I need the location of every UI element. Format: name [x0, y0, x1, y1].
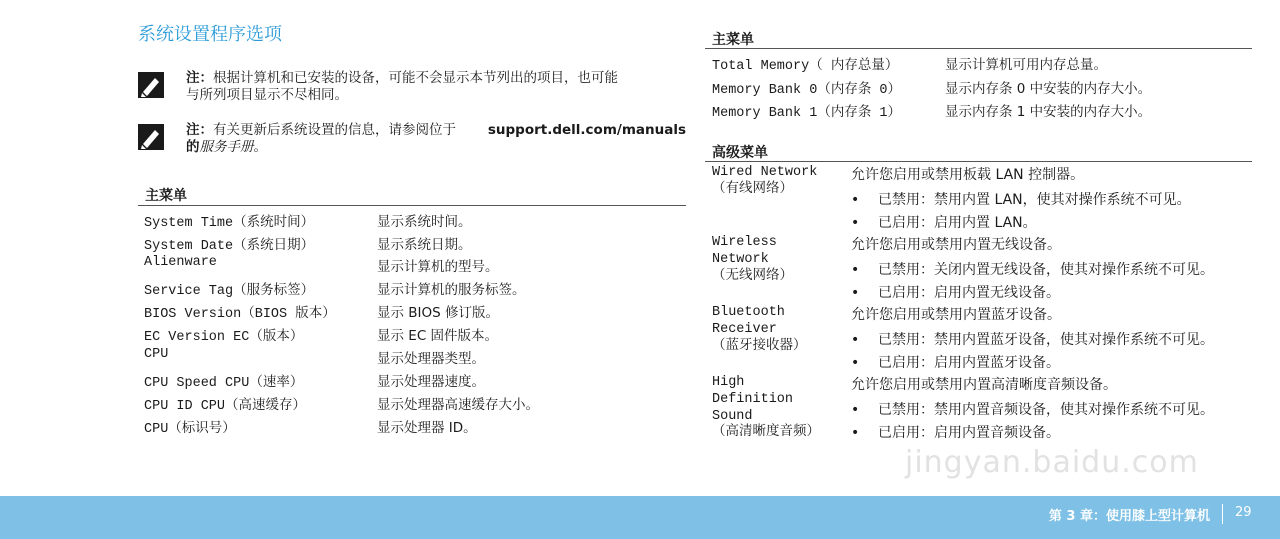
advanced-label-line: Definition	[712, 391, 794, 407]
row-label: System Time（系统时间）	[144, 216, 315, 231]
right-heading-rule	[705, 48, 1252, 49]
bullet-dot: •	[851, 285, 860, 301]
advanced-label-line: Sound	[712, 408, 753, 424]
bullet-item	[851, 399, 1214, 419]
table-row	[144, 347, 686, 367]
table-row	[712, 100, 1252, 120]
advanced-item-label	[712, 165, 817, 199]
row-value: 显示处理器 ID。	[377, 420, 477, 436]
row-value: 显示 BIOS 修订版。	[377, 305, 500, 321]
row-value: 显示处理器速度。	[377, 374, 485, 390]
advanced-item-description: 允许您启用或禁用内置蓝牙设备。	[851, 307, 1061, 323]
bullet-item	[851, 189, 1191, 209]
advanced-item-label	[712, 235, 793, 285]
bullet-dot: •	[851, 425, 860, 441]
row-value: 显示内存条 0 中安装的内存大小。	[945, 81, 1152, 97]
advanced-label-line: （无线网络）	[712, 268, 793, 284]
advanced-label-line: Wired Network	[712, 165, 818, 180]
row-value: 显示处理器高速缓存大小。	[377, 397, 539, 413]
advanced-item-description: 允许您启用或禁用板载 LAN 控制器。	[851, 167, 1085, 183]
advanced-item-description: 允许您启用或禁用内置高清晰度音频设备。	[851, 377, 1117, 393]
advanced-label-line: Bluetooth	[712, 305, 785, 320]
table-row	[144, 370, 686, 390]
bullet-dot: •	[851, 192, 860, 208]
bullet-text: 已禁用：禁用内置 LAN，使其对操作系统不可见。	[878, 192, 1191, 208]
row-label: EC Version EC（版本）	[144, 330, 304, 345]
bullet-text: 已启用：启用内置音频设备。	[878, 425, 1060, 441]
footer-bar	[0, 496, 1280, 539]
bullet-item	[851, 352, 1060, 372]
bullet-text: 已禁用：禁用内置音频设备，使其对操作系统不可见。	[878, 402, 1214, 418]
row-label: Service Tag（服务标签）	[144, 284, 315, 299]
table-row	[144, 278, 686, 298]
row-value: 显示计算机可用内存总量。	[945, 57, 1107, 73]
note-pencil-icon	[138, 124, 164, 150]
bullet-dot: •	[851, 355, 860, 371]
table-row	[712, 53, 1252, 73]
advanced-label-line: （高清晰度音频）	[712, 425, 820, 441]
advanced-label-line: Wireless	[712, 235, 777, 250]
row-label: Memory Bank 1（内存条 1）	[712, 106, 902, 121]
bullet-dot: •	[851, 215, 860, 231]
bullet-dot: •	[851, 402, 860, 418]
table-row	[144, 393, 686, 413]
row-label: CPU ID CPU（高速缓存）	[144, 399, 307, 414]
advanced-menu-heading: 高级菜单	[712, 145, 768, 161]
footer-separator	[1222, 504, 1223, 524]
advanced-item-label	[712, 305, 807, 355]
row-label: System Date（系统日期）	[144, 239, 315, 254]
table-row	[144, 233, 686, 253]
note-pencil-icon	[138, 72, 164, 98]
advanced-item-description: 允许您启用或禁用内置无线设备。	[851, 237, 1061, 253]
advanced-label-line: （蓝牙接收器）	[712, 338, 807, 354]
bullet-item	[851, 329, 1214, 349]
note-1-line-2: 与所列项目显示不尽相同。	[186, 87, 348, 103]
note-2	[138, 122, 686, 158]
left-heading-rule	[138, 205, 686, 206]
page-number: 29	[1235, 505, 1252, 520]
advanced-label-line: Network	[712, 251, 769, 267]
note-1	[138, 70, 686, 106]
table-row	[144, 416, 686, 436]
bullet-text: 已禁用：禁用内置蓝牙设备，使其对操作系统不可见。	[878, 332, 1214, 348]
row-label: BIOS Version（BIOS 版本）	[144, 307, 336, 322]
advanced-label-line: （有线网络）	[712, 181, 793, 197]
bullet-item	[851, 259, 1214, 279]
advanced-label-line: High	[712, 375, 745, 390]
bullet-item	[851, 212, 1037, 232]
row-value: 显示计算机的型号。	[377, 259, 499, 275]
bullet-text: 已启用：启用内置蓝牙设备。	[878, 355, 1060, 371]
row-label: Total Memory（ 内存总量）	[712, 59, 899, 74]
row-value: 显示处理器类型。	[377, 351, 485, 367]
table-row	[144, 324, 686, 344]
advanced-heading-rule	[705, 161, 1252, 162]
left-main-menu-heading: 主菜单	[145, 188, 187, 204]
note-1-line-1: 注：根据计算机和已安装的设备，可能不会显示本节列出的项目，也可能	[186, 70, 618, 86]
row-label: CPU Speed CPU（速率）	[144, 376, 304, 391]
row-value: 显示内存条 1 中安装的内存大小。	[945, 104, 1152, 120]
bullet-item	[851, 422, 1060, 442]
note-2-line-1: 注：有关更新后系统设置的信息，请参阅位于	[186, 122, 456, 138]
row-label: CPU	[144, 347, 169, 362]
table-row	[712, 77, 1252, 97]
footer-chapter: 第 3 章：使用膝上型计算机	[1048, 509, 1210, 524]
note-2-line-2: 的服务手册。	[186, 139, 267, 155]
table-row	[144, 301, 686, 321]
advanced-label-line: Receiver	[712, 321, 777, 337]
row-value: 显示系统日期。	[377, 237, 472, 253]
table-row	[144, 255, 686, 275]
bullet-dot: •	[851, 262, 860, 278]
row-value: 显示系统时间。	[377, 214, 472, 230]
table-row	[144, 210, 686, 230]
bullet-item	[851, 282, 1060, 302]
watermark: jingyan.baidu.com	[905, 445, 1199, 480]
support-url[interactable]: support.dell.com/manuals	[487, 122, 686, 138]
right-main-menu-heading: 主菜单	[712, 32, 754, 48]
row-value: 显示 EC 固件版本。	[377, 328, 499, 344]
page-title: 系统设置程序选项	[138, 24, 282, 45]
bullet-text: 已启用：启用内置 LAN。	[878, 215, 1037, 231]
bullet-text: 已禁用：关闭内置无线设备，使其对操作系统不可见。	[878, 262, 1214, 278]
bullet-text: 已启用：启用内置无线设备。	[878, 285, 1060, 301]
row-label: Alienware	[144, 255, 217, 270]
row-label: CPU（标识号）	[144, 422, 236, 437]
bullet-dot: •	[851, 332, 860, 348]
row-value: 显示计算机的服务标签。	[377, 282, 526, 298]
row-label: Memory Bank 0（内存条 0）	[712, 83, 902, 98]
advanced-item-label	[712, 375, 820, 442]
